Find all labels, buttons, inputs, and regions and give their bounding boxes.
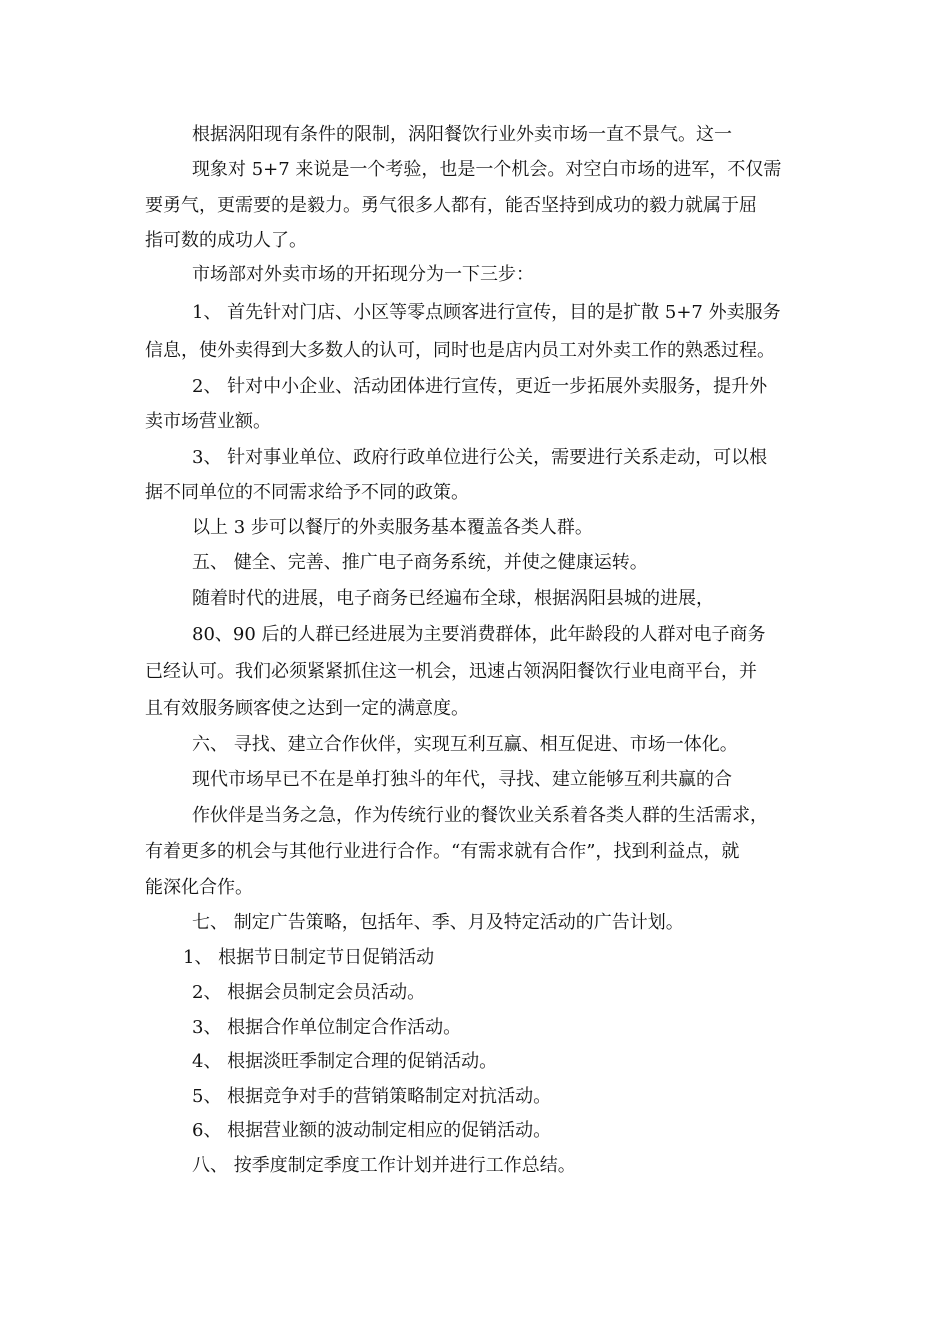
list-item: 3、 根据合作单位制定合作活动。	[192, 1017, 462, 1038]
list-item: 3、 针对事业单位、政府行政单位进行公关，需要进行关系走动，可以根	[192, 447, 768, 468]
section-heading: 六、 寻找、建立合作伙伴，实现互利互赢、相互促进、市场一体化。	[192, 734, 738, 755]
paragraph-line: 以上 3 步可以餐厅的外卖服务基本覆盖各类人群。	[192, 517, 593, 538]
paragraph-line: 能深化合作。	[145, 877, 253, 898]
paragraph-line: 要勇气，更需要的是毅力。勇气很多人都有，能否坚持到成功的毅力就属于屈	[145, 195, 757, 216]
section-heading: 五、 健全、完善、推广电子商务系统，并使之健康运转。	[192, 552, 648, 573]
section-heading: 八、 按季度制定季度工作计划并进行工作总结。	[192, 1155, 576, 1176]
list-item: 6、 根据营业额的波动制定相应的促销活动。	[192, 1120, 552, 1141]
paragraph-line: 随着时代的进展，电子商务已经遍布全球，根据涡阳县城的进展，	[192, 588, 714, 609]
paragraph-line: 已经认可。我们必须紧紧抓住这一机会，迅速占领涡阳餐饮行业电商平台，并	[145, 661, 757, 682]
list-item: 2、 针对中小企业、活动团体进行宣传，更近一步拓展外卖服务，提升外	[192, 376, 768, 397]
paragraph-line: 有着更多的机会与其他行业进行合作。“有需求就有合作”，找到利益点，就	[145, 841, 740, 862]
paragraph-line: 据不同单位的不同需求给予不同的政策。	[145, 482, 469, 503]
paragraph-line: 指可数的成功人了。	[145, 230, 307, 251]
paragraph-line: 且有效服务顾客使之达到一定的满意度。	[145, 698, 469, 719]
list-item: 1、 首先针对门店、小区等零点顾客进行宣传，目的是扩散 5+7 外卖服务	[192, 302, 781, 323]
paragraph-line: 现代市场早已不在是单打独斗的年代，寻找、建立能够互利共赢的合	[192, 769, 732, 790]
paragraph-line: 卖市场营业额。	[145, 411, 271, 432]
paragraph-line: 现象对 5+7 来说是一个考验，也是一个机会。对空白市场的进军，不仅需	[192, 159, 782, 180]
list-item: 4、 根据淡旺季制定合理的促销活动。	[192, 1051, 498, 1072]
list-item: 2、 根据会员制定会员活动。	[192, 982, 426, 1003]
paragraph-line: 作伙伴是当务之急，作为传统行业的餐饮业关系着各类人群的生活需求，	[192, 805, 768, 826]
paragraph-line: 信息，使外卖得到大多数人的认可，同时也是店内员工对外卖工作的熟悉过程。	[145, 340, 775, 361]
section-heading: 七、 制定广告策略，包括年、季、月及特定活动的广告计划。	[192, 912, 684, 933]
list-item: 1、 根据节日制定节日促销活动	[183, 947, 435, 968]
list-item: 5、 根据竞争对手的营销策略制定对抗活动。	[192, 1086, 552, 1107]
paragraph-line: 80、90 后的人群已经进展为主要消费群体，此年龄段的人群对电子商务	[192, 624, 766, 645]
paragraph-line: 市场部对外卖市场的开拓现分为一下三步：	[192, 264, 534, 285]
paragraph-line: 根据涡阳现有条件的限制，涡阳餐饮行业外卖市场一直不景气。这一	[192, 124, 732, 145]
